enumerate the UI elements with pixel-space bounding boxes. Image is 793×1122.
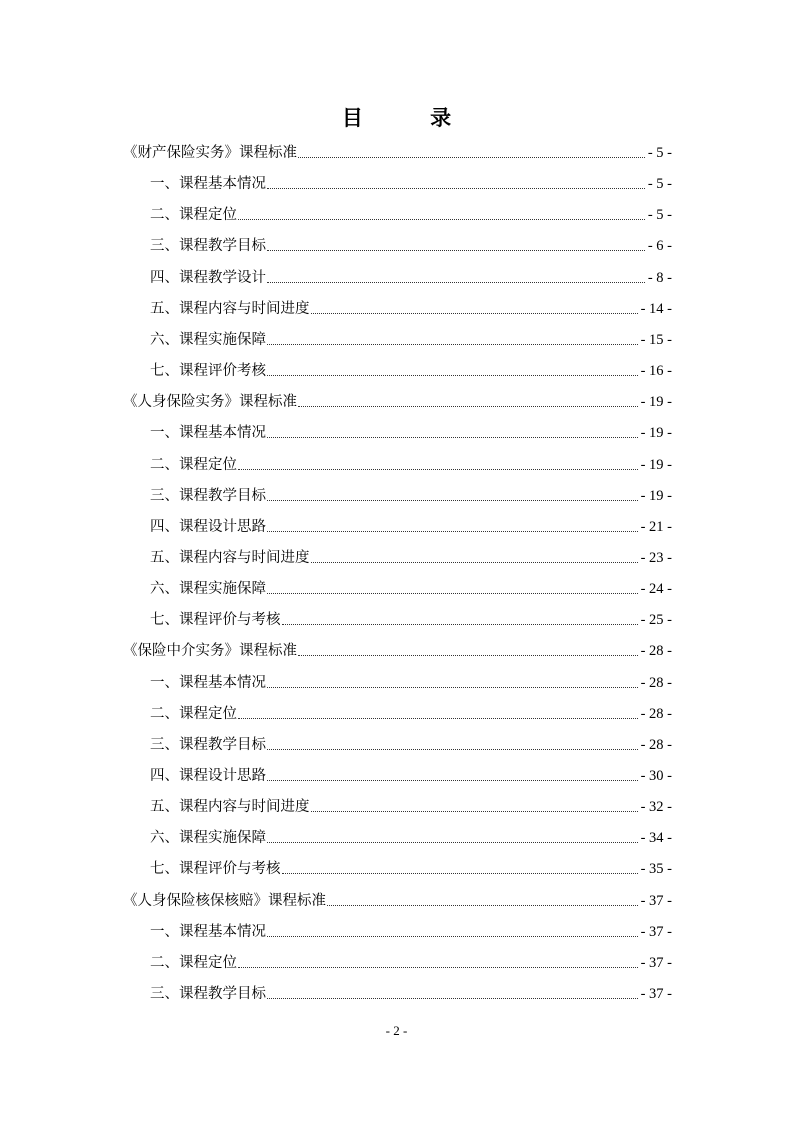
toc-entry-label: 六、课程实施保障	[150, 581, 266, 597]
toc-entry-section[interactable]	[150, 267, 672, 289]
toc-dot-leader	[267, 748, 638, 750]
page-number-footer: - 2 -	[385, 1023, 408, 1038]
toc-dot-leader	[267, 499, 638, 501]
toc-entry-section[interactable]	[150, 703, 672, 725]
toc-entry-section[interactable]	[150, 454, 672, 476]
toc-entry-page: - 28 -	[640, 737, 672, 753]
toc-dot-leader	[282, 623, 638, 625]
toc-entry-page: - 8 -	[647, 270, 672, 286]
toc-entry-section[interactable]	[150, 329, 672, 351]
toc-entry-page: - 35 -	[640, 861, 672, 877]
toc-entry-label: 三、课程教学目标	[150, 986, 266, 1002]
toc-entry-page: - 32 -	[640, 799, 672, 815]
toc-dot-leader	[267, 935, 638, 937]
toc-entry-page: - 37 -	[640, 986, 672, 1002]
toc-dot-leader	[298, 156, 645, 158]
toc-entry-page: - 19 -	[640, 394, 672, 410]
toc-entry-section[interactable]	[150, 547, 672, 569]
toc-entry-section[interactable]	[150, 204, 672, 226]
toc-entry-page: - 6 -	[647, 238, 672, 254]
toc-entry-course[interactable]	[123, 142, 672, 164]
toc-dot-leader	[267, 249, 645, 251]
toc-entry-label: 六、课程实施保障	[150, 332, 266, 348]
toc-dot-leader	[267, 779, 638, 781]
toc-entry-page: - 28 -	[640, 675, 672, 691]
toc-entry-page: - 19 -	[640, 488, 672, 504]
toc-entry-page: - 30 -	[640, 768, 672, 784]
toc-entry-section[interactable]	[150, 173, 672, 195]
toc-entry-label: 二、课程定位	[150, 207, 237, 223]
toc-entry-section[interactable]	[150, 921, 672, 943]
toc-entry-label: 五、课程内容与时间进度	[150, 301, 310, 317]
toc-dot-leader	[267, 841, 638, 843]
toc-entry-page: - 28 -	[640, 706, 672, 722]
toc-dot-leader	[267, 374, 638, 376]
toc-entry-label: 七、课程评价考核	[150, 363, 266, 379]
toc-dot-leader	[238, 717, 638, 719]
toc-entry-section[interactable]	[150, 765, 672, 787]
toc-entry-page: - 19 -	[640, 457, 672, 473]
toc-entry-page: - 24 -	[640, 581, 672, 597]
toc-title: 目 录	[341, 106, 482, 130]
toc-entry-section[interactable]	[150, 672, 672, 694]
toc-entry-page: - 21 -	[640, 519, 672, 535]
toc-dot-leader	[282, 872, 638, 874]
toc-entry-section[interactable]	[150, 298, 672, 320]
toc-dot-leader	[298, 405, 638, 407]
toc-entry-label: 一、课程基本情况	[150, 675, 266, 691]
toc-dot-leader	[267, 530, 638, 532]
toc-entry-label: 三、课程教学目标	[150, 737, 266, 753]
toc-entry-label: 四、课程设计思路	[150, 768, 266, 784]
toc-entry-page: - 5 -	[647, 176, 672, 192]
toc-dot-leader	[267, 436, 638, 438]
toc-entry-label: 《人身保险实务》课程标准	[123, 394, 297, 410]
toc-entry-course[interactable]	[123, 640, 672, 662]
toc-entry-section[interactable]	[150, 952, 672, 974]
toc-entry-label: 三、课程教学目标	[150, 488, 266, 504]
toc-entry-page: - 5 -	[647, 145, 672, 161]
toc-dot-leader	[311, 312, 638, 314]
toc-entry-label: 三、课程教学目标	[150, 238, 266, 254]
toc-entry-section[interactable]	[150, 609, 672, 631]
toc-entry-section[interactable]	[150, 235, 672, 257]
toc-entry-page: - 19 -	[640, 425, 672, 441]
toc-entry-label: 四、课程设计思路	[150, 519, 266, 535]
toc-dot-leader	[238, 468, 638, 470]
toc-dot-leader	[267, 686, 638, 688]
toc-entry-label: 二、课程定位	[150, 706, 237, 722]
toc-dot-leader	[327, 904, 638, 906]
toc-entry-label: 一、课程基本情况	[150, 924, 266, 940]
toc-entry-label: 五、课程内容与时间进度	[150, 550, 310, 566]
toc-entry-page: - 28 -	[640, 643, 672, 659]
toc-entry-page: - 34 -	[640, 830, 672, 846]
toc-dot-leader	[298, 654, 638, 656]
toc-entry-section[interactable]	[150, 858, 672, 880]
toc-entry-section[interactable]	[150, 485, 672, 507]
toc-entry-label: 《人身保险核保核赔》课程标准	[123, 893, 326, 909]
toc-entry-page: - 5 -	[647, 207, 672, 223]
toc-entry-label: 二、课程定位	[150, 457, 237, 473]
toc-entry-section[interactable]	[150, 516, 672, 538]
toc-entry-label: 五、课程内容与时间进度	[150, 799, 310, 815]
toc-entry-label: 二、课程定位	[150, 955, 237, 971]
toc-entry-label: 六、课程实施保障	[150, 830, 266, 846]
toc-dot-leader	[267, 343, 638, 345]
toc-entry-page: - 25 -	[640, 612, 672, 628]
toc-entry-page: - 15 -	[640, 332, 672, 348]
toc-entry-section[interactable]	[150, 422, 672, 444]
toc-entry-section[interactable]	[150, 734, 672, 756]
toc-entry-page: - 16 -	[640, 363, 672, 379]
toc-entry-label: 七、课程评价与考核	[150, 612, 281, 628]
toc-dot-leader	[311, 810, 638, 812]
toc-dot-leader	[267, 997, 638, 999]
toc-entry-section[interactable]	[150, 796, 672, 818]
toc-entry-page: - 23 -	[640, 550, 672, 566]
toc-entry-course[interactable]	[123, 890, 672, 912]
toc-entry-page: - 14 -	[640, 301, 672, 317]
toc-entry-label: 七、课程评价与考核	[150, 861, 281, 877]
toc-entry-page: - 37 -	[640, 955, 672, 971]
toc-entry-section[interactable]	[150, 578, 672, 600]
toc-dot-leader	[267, 592, 638, 594]
toc-entry-label: 《财产保险实务》课程标准	[123, 145, 297, 161]
toc-entry-label: 一、课程基本情况	[150, 176, 266, 192]
toc-dot-leader	[267, 187, 645, 189]
toc-dot-leader	[238, 218, 645, 220]
toc-entry-section[interactable]	[150, 827, 672, 849]
toc-entry-section[interactable]	[150, 983, 672, 1005]
toc-entry-course[interactable]	[123, 391, 672, 413]
toc-entry-label: 四、课程教学设计	[150, 270, 266, 286]
toc-entry-section[interactable]	[150, 360, 672, 382]
toc-entry-label: 一、课程基本情况	[150, 425, 266, 441]
toc-dot-leader	[238, 966, 638, 968]
toc-entry-page: - 37 -	[640, 893, 672, 909]
toc-entry-label: 《保险中介实务》课程标准	[123, 643, 297, 659]
toc-dot-leader	[311, 561, 638, 563]
toc-entry-page: - 37 -	[640, 924, 672, 940]
toc-dot-leader	[267, 281, 645, 283]
